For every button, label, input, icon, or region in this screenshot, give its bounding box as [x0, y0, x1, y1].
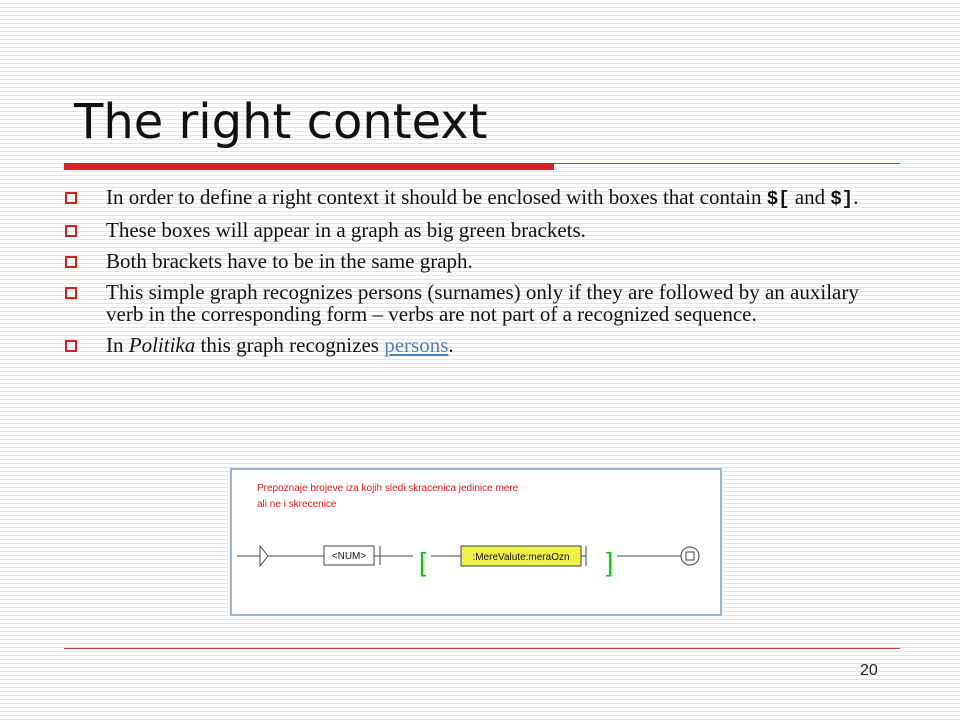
bullet-text-part: and — [789, 185, 831, 209]
page-number: 20 — [860, 662, 878, 679]
bullet-text-part: this graph recognizes — [195, 333, 385, 357]
bullet-text: These boxes will appear in a graph as big green brackets. — [106, 218, 586, 242]
lexicon-box-label: :MereValute:meraOzn — [472, 552, 570, 563]
bullet-text-part: . — [448, 333, 454, 357]
initial-state-icon — [260, 546, 268, 566]
bullet-item — [64, 219, 894, 241]
open-context-bracket: [ — [419, 547, 427, 577]
square-bullet-icon — [65, 287, 77, 299]
title-underline-bar — [64, 163, 554, 170]
bullet-text — [106, 333, 454, 357]
bullet-text-part: In order to define a right context it should be enclosed with boxes that contain — [106, 185, 767, 209]
italic-term: Politika — [128, 333, 196, 357]
bullet-text: Both brackets have to be in the same graph. — [106, 249, 473, 273]
bullet-item — [64, 250, 894, 272]
bullet-item — [64, 334, 894, 356]
code-close-context: $] — [830, 188, 854, 210]
bullet-item — [64, 281, 894, 325]
persons-link[interactable]: persons — [384, 333, 449, 357]
code-open-context: $[ — [766, 188, 790, 210]
final-state-inner-icon — [686, 552, 694, 560]
close-context-bracket: ] — [606, 547, 614, 577]
unitex-graph-figure — [230, 468, 722, 616]
bullet-text — [106, 185, 858, 209]
bullet-text-part: . — [853, 185, 859, 209]
square-bullet-icon — [65, 225, 77, 237]
graph-canvas — [232, 470, 720, 614]
graph-comment-line2: ali ne i skrecenice — [257, 499, 337, 510]
footer-rule — [64, 648, 900, 649]
square-bullet-icon — [65, 256, 77, 268]
num-box-label: <NUM> — [331, 551, 367, 562]
square-bullet-icon — [65, 192, 77, 204]
title-rule — [554, 163, 900, 164]
bullet-list — [64, 186, 894, 365]
bullet-item — [64, 186, 894, 210]
bullet-text-part: In — [106, 333, 129, 357]
bullet-text: This simple graph recognizes persons (surnames) only if they are followed by an auxilary verb in the corresponding form – verbs are not part of a recognized sequence. — [106, 280, 859, 326]
slide-title: The right context — [74, 94, 488, 150]
graph-comment-line1: Prepoznaje brojeve iza kojih sledi skracenica jedinice mere — [257, 483, 519, 494]
square-bullet-icon — [65, 340, 77, 352]
